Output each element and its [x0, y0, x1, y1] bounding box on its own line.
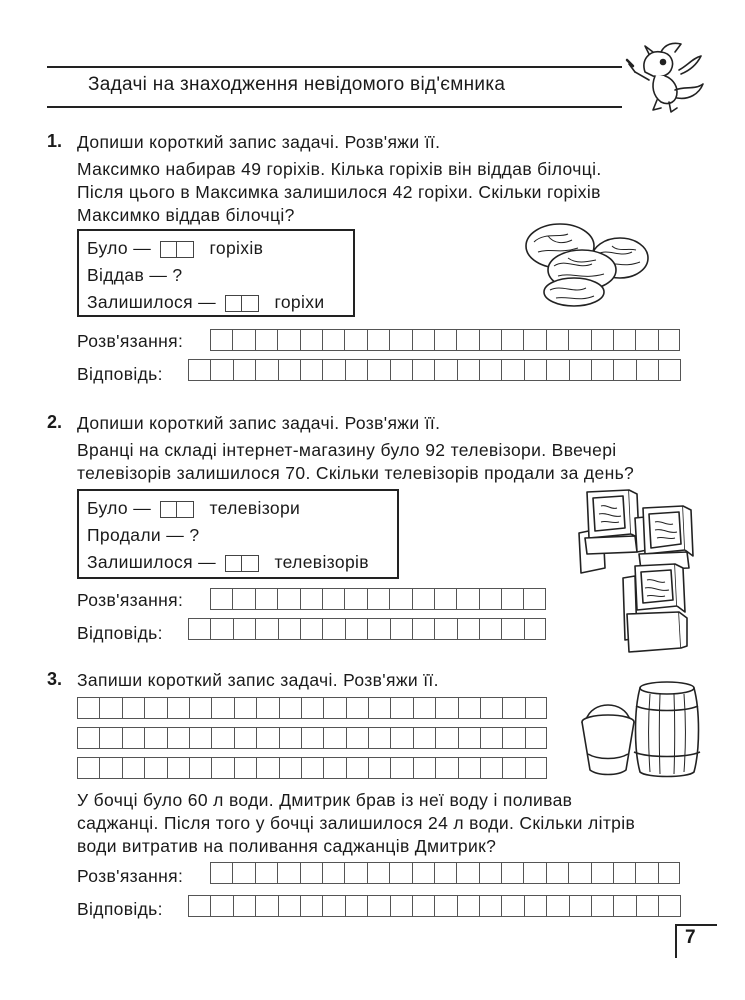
grid-cell[interactable] [435, 757, 457, 779]
task2-solution-label: Розв'язання: [77, 590, 184, 610]
grid-cell[interactable] [277, 862, 299, 884]
dragon-mascot-icon [615, 30, 715, 120]
grid-cell[interactable] [144, 757, 166, 779]
grid-cell[interactable] [546, 895, 568, 917]
grid-cell[interactable] [525, 757, 547, 779]
grid-cell[interactable] [613, 329, 635, 351]
grid-cell[interactable] [367, 862, 389, 884]
grid-cell[interactable] [658, 329, 680, 351]
grid-cell[interactable] [457, 359, 479, 381]
grid-cell[interactable] [367, 618, 389, 640]
task2-instruction: Допиши короткий запис задачі. Розв'яжи її. [77, 413, 441, 433]
grid-cell[interactable] [211, 697, 233, 719]
grid-cell[interactable] [322, 618, 344, 640]
grid-cell[interactable] [323, 727, 345, 749]
task2-record-unit: телевізорів [274, 552, 369, 572]
task3-record-grid-row[interactable] [77, 697, 547, 719]
grid-cell[interactable] [636, 895, 658, 917]
task2-text-line: Вранці на складі інтернет-магазину було 92 телевізори. Ввечері [77, 440, 617, 460]
grid-cell[interactable] [255, 359, 277, 381]
task3-instruction: Запиши короткий запис задачі. Розв'яжи її. [77, 670, 439, 690]
task1-record-row3 [87, 291, 324, 313]
grid-cell[interactable] [546, 862, 568, 884]
task1-solution-grid[interactable] [210, 329, 680, 351]
grid-cell[interactable] [255, 618, 277, 640]
grid-cell[interactable] [524, 359, 546, 381]
grid-cell[interactable] [255, 862, 277, 884]
grid-cell[interactable] [389, 588, 411, 610]
grid-cell[interactable] [367, 329, 389, 351]
grid-cell[interactable] [345, 618, 367, 640]
grid-cell[interactable] [501, 862, 523, 884]
task1-record-unit: горіхів [209, 238, 264, 258]
grid-cell[interactable] [301, 697, 323, 719]
grid-cell[interactable] [344, 588, 366, 610]
task2-record-row3 [87, 551, 369, 573]
grid-cell[interactable] [456, 862, 478, 884]
grid-cell[interactable] [323, 757, 345, 779]
grid-cell[interactable] [591, 862, 613, 884]
grid-cell[interactable] [122, 697, 144, 719]
grid-cell[interactable] [480, 697, 502, 719]
grid-cell[interactable] [256, 697, 278, 719]
grid-cell[interactable] [300, 862, 322, 884]
grid-cell[interactable] [167, 697, 189, 719]
task2-solution-grid[interactable] [210, 588, 546, 610]
grid-cell[interactable] [591, 895, 613, 917]
grid-cell[interactable] [233, 895, 255, 917]
task3-answer-label: Відповідь: [77, 899, 163, 919]
task2-answer-label: Відповідь: [77, 623, 163, 643]
grid-cell[interactable] [210, 862, 232, 884]
grid-cell[interactable] [456, 588, 478, 610]
task1-solution-label: Розв'язання: [77, 331, 184, 351]
grid-cell[interactable] [167, 727, 189, 749]
grid-cell[interactable] [368, 757, 390, 779]
bucket-barrel-icon [578, 680, 708, 780]
grid-cell[interactable] [122, 757, 144, 779]
grid-cell[interactable] [389, 862, 411, 884]
grid-cell[interactable] [232, 588, 254, 610]
grid-cell[interactable] [435, 727, 457, 749]
grid-cell[interactable] [279, 727, 301, 749]
grid-cell[interactable] [301, 727, 323, 749]
grid-cell[interactable] [412, 329, 434, 351]
grid-cell[interactable] [412, 618, 434, 640]
grid-cell[interactable] [210, 588, 232, 610]
task3-record-grid-row[interactable] [77, 757, 547, 779]
task3-number: 3. [47, 669, 63, 689]
grid-cell[interactable] [188, 359, 210, 381]
grid-cell[interactable] [501, 359, 523, 381]
task1-digit-input[interactable] [225, 295, 259, 312]
grid-cell[interactable] [210, 895, 232, 917]
grid-cell[interactable] [211, 727, 233, 749]
task3-solution-grid[interactable] [210, 862, 680, 884]
grid-cell[interactable] [99, 727, 121, 749]
grid-cell[interactable] [301, 757, 323, 779]
grid-cell[interactable] [413, 757, 435, 779]
grid-cell[interactable] [390, 359, 412, 381]
grid-cell[interactable] [502, 727, 524, 749]
grid-cell[interactable] [524, 618, 546, 640]
grid-cell[interactable] [457, 895, 479, 917]
grid-cell[interactable] [458, 697, 480, 719]
grid-cell[interactable] [232, 862, 254, 884]
grid-cell[interactable] [479, 329, 501, 351]
grid-cell[interactable] [479, 588, 501, 610]
task3-answer-grid[interactable] [188, 895, 681, 917]
grid-cell[interactable] [345, 359, 367, 381]
grid-cell[interactable] [367, 895, 389, 917]
task2-record-label: Залишилося — [87, 552, 217, 572]
grid-cell[interactable] [390, 618, 412, 640]
task2-digit-input[interactable] [160, 501, 194, 518]
grid-cell[interactable] [457, 618, 479, 640]
task1-record-row1 [87, 237, 263, 259]
grid-cell[interactable] [368, 727, 390, 749]
grid-cell[interactable] [591, 359, 613, 381]
grid-cell[interactable] [345, 895, 367, 917]
grid-cell[interactable] [368, 697, 390, 719]
task2-number: 2. [47, 412, 63, 432]
grid-cell[interactable] [523, 588, 545, 610]
grid-cell[interactable] [256, 727, 278, 749]
grid-cell[interactable] [502, 697, 524, 719]
task2-record-row2: Продали — ? [87, 525, 200, 545]
grid-cell[interactable] [346, 757, 368, 779]
grid-cell[interactable] [233, 359, 255, 381]
grid-cell[interactable] [300, 329, 322, 351]
grid-cell[interactable] [412, 359, 434, 381]
grid-cell[interactable] [501, 895, 523, 917]
grid-cell[interactable] [479, 895, 501, 917]
grid-cell[interactable] [613, 862, 635, 884]
grid-cell[interactable] [99, 757, 121, 779]
grid-cell[interactable] [77, 757, 99, 779]
grid-cell[interactable] [458, 727, 480, 749]
grid-cell[interactable] [189, 757, 211, 779]
grid-cell[interactable] [658, 359, 680, 381]
grid-cell[interactable] [210, 359, 232, 381]
grid-cell[interactable] [434, 895, 456, 917]
grid-cell[interactable] [344, 329, 366, 351]
grid-cell[interactable] [501, 588, 523, 610]
grid-cell[interactable] [122, 727, 144, 749]
task2-text-line: телевізорів залишилося 70. Скільки телевізорів продали за день? [77, 463, 635, 483]
grid-cell[interactable] [658, 862, 680, 884]
grid-cell[interactable] [501, 618, 523, 640]
task1-instruction: Допиши короткий запис задачі. Розв'яжи її. [77, 132, 441, 152]
task2-record-label: Було — [87, 498, 152, 518]
task3-solution-label: Розв'язання: [77, 866, 184, 886]
walnuts-icon [520, 218, 655, 308]
task1-text-line: Максимко набирав 49 горіхів. Кілька горіхів він віддав білочці. [77, 159, 602, 179]
task1-record-unit: горіхи [274, 292, 325, 312]
task1-digit-input[interactable] [160, 241, 194, 258]
task2-record-row1 [87, 497, 300, 519]
grid-cell[interactable] [322, 862, 344, 884]
grid-cell[interactable] [300, 359, 322, 381]
grid-cell[interactable] [434, 618, 456, 640]
grid-cell[interactable] [390, 727, 412, 749]
task1-record-label: Залишилося — [87, 292, 217, 312]
grid-cell[interactable] [346, 727, 368, 749]
page-number: 7 [685, 927, 696, 948]
grid-cell[interactable] [613, 895, 635, 917]
grid-cell[interactable] [300, 618, 322, 640]
grid-cell[interactable] [434, 359, 456, 381]
grid-cell[interactable] [413, 697, 435, 719]
task2-digit-input[interactable] [225, 555, 259, 572]
grid-cell[interactable] [210, 618, 232, 640]
grid-cell[interactable] [233, 618, 255, 640]
task1-number: 1. [47, 131, 63, 151]
task1-answer-label: Відповідь: [77, 364, 163, 384]
page-number-frame [675, 924, 717, 958]
page-title: Задачі на знаходження невідомого від'ємника [88, 74, 506, 95]
grid-cell[interactable] [278, 618, 300, 640]
grid-cell[interactable] [323, 697, 345, 719]
grid-cell[interactable] [77, 727, 99, 749]
grid-cell[interactable] [344, 862, 366, 884]
grid-cell[interactable] [189, 727, 211, 749]
task3-text-line: саджанці. Після того у бочці залишилося 24 л води. Скільки літрів [77, 813, 636, 833]
televisions-icon [575, 488, 695, 658]
grid-cell[interactable] [144, 727, 166, 749]
grid-cell[interactable] [635, 329, 657, 351]
grid-cell[interactable] [389, 329, 411, 351]
task3-text-line: У бочці було 60 л води. Дмитрик брав із неї воду і поливав [77, 790, 573, 810]
task2-answer-grid[interactable] [188, 618, 546, 640]
grid-cell[interactable] [278, 359, 300, 381]
grid-cell[interactable] [434, 588, 456, 610]
grid-cell[interactable] [346, 697, 368, 719]
grid-cell[interactable] [523, 329, 545, 351]
grid-cell[interactable] [390, 757, 412, 779]
grid-cell[interactable] [256, 757, 278, 779]
task1-record-label: Було — [87, 238, 152, 258]
grid-cell[interactable] [234, 727, 256, 749]
grid-cell[interactable] [479, 862, 501, 884]
grid-cell[interactable] [636, 359, 658, 381]
grid-cell[interactable] [569, 359, 591, 381]
grid-cell[interactable] [232, 329, 254, 351]
grid-cell[interactable] [435, 697, 457, 719]
grid-cell[interactable] [456, 329, 478, 351]
grid-cell[interactable] [278, 895, 300, 917]
grid-cell[interactable] [322, 329, 344, 351]
grid-cell[interactable] [413, 727, 435, 749]
grid-cell[interactable] [99, 697, 121, 719]
grid-cell[interactable] [77, 697, 99, 719]
grid-cell[interactable] [412, 862, 434, 884]
grid-cell[interactable] [524, 895, 546, 917]
grid-cell[interactable] [277, 588, 299, 610]
grid-cell[interactable] [234, 697, 256, 719]
grid-cell[interactable] [234, 757, 256, 779]
task3-text-line: води витратив на поливання саджанців Дмитрик? [77, 836, 497, 856]
grid-cell[interactable] [322, 359, 344, 381]
task3-record-grid-row[interactable] [77, 727, 547, 749]
grid-cell[interactable] [525, 727, 547, 749]
grid-cell[interactable] [635, 862, 657, 884]
grid-cell[interactable] [591, 329, 613, 351]
grid-cell[interactable] [434, 862, 456, 884]
grid-cell[interactable] [300, 588, 322, 610]
grid-cell[interactable] [480, 757, 502, 779]
grid-cell[interactable] [188, 895, 210, 917]
grid-cell[interactable] [390, 895, 412, 917]
grid-cell[interactable] [211, 757, 233, 779]
task2-record-unit: телевізори [209, 498, 301, 518]
grid-cell[interactable] [434, 329, 456, 351]
grid-cell[interactable] [188, 618, 210, 640]
grid-cell[interactable] [613, 359, 635, 381]
task1-text-line: Максимко віддав білочці? [77, 205, 295, 225]
grid-cell[interactable] [502, 757, 524, 779]
grid-cell[interactable] [568, 862, 590, 884]
grid-cell[interactable] [367, 588, 389, 610]
grid-cell[interactable] [277, 329, 299, 351]
grid-cell[interactable] [525, 697, 547, 719]
grid-cell[interactable] [390, 697, 412, 719]
grid-cell[interactable] [658, 895, 680, 917]
grid-cell[interactable] [546, 359, 568, 381]
grid-cell[interactable] [412, 588, 434, 610]
grid-cell[interactable] [412, 895, 434, 917]
grid-cell[interactable] [479, 618, 501, 640]
grid-cell[interactable] [568, 329, 590, 351]
grid-cell[interactable] [322, 588, 344, 610]
grid-cell[interactable] [255, 588, 277, 610]
grid-cell[interactable] [523, 862, 545, 884]
grid-cell[interactable] [458, 757, 480, 779]
grid-cell[interactable] [279, 697, 301, 719]
grid-cell[interactable] [255, 895, 277, 917]
grid-cell[interactable] [279, 757, 301, 779]
grid-cell[interactable] [546, 329, 568, 351]
grid-cell[interactable] [167, 757, 189, 779]
grid-cell[interactable] [322, 895, 344, 917]
task1-text-line: Після цього в Максимка залишилося 42 горіхи. Скільки горіхів [77, 182, 601, 202]
grid-cell[interactable] [480, 727, 502, 749]
grid-cell[interactable] [300, 895, 322, 917]
task1-record-row2: Віддав — ? [87, 265, 183, 285]
grid-cell[interactable] [569, 895, 591, 917]
grid-cell[interactable] [255, 329, 277, 351]
grid-cell[interactable] [367, 359, 389, 381]
grid-cell[interactable] [501, 329, 523, 351]
grid-cell[interactable] [479, 359, 501, 381]
task1-answer-grid[interactable] [188, 359, 681, 381]
grid-cell[interactable] [189, 697, 211, 719]
grid-cell[interactable] [144, 697, 166, 719]
grid-cell[interactable] [210, 329, 232, 351]
